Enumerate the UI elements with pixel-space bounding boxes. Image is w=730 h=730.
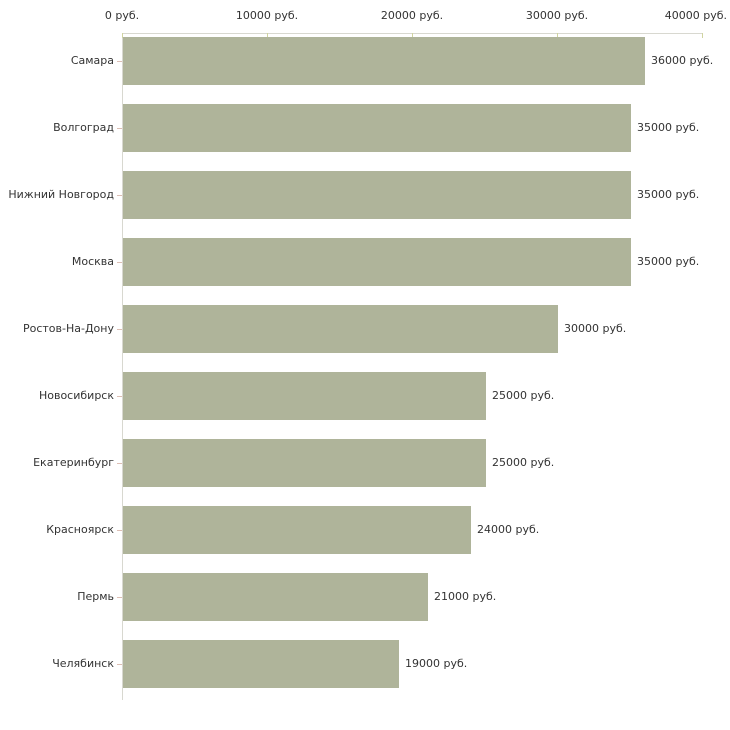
value-label: 25000 руб. bbox=[492, 456, 555, 469]
x-axis-tick-label: 0 руб. bbox=[104, 9, 140, 22]
bar bbox=[123, 305, 558, 353]
bar-row bbox=[0, 573, 730, 621]
bar-row bbox=[0, 305, 730, 353]
bar bbox=[123, 104, 631, 152]
y-axis-tick-mark bbox=[117, 262, 122, 263]
value-label: 19000 руб. bbox=[405, 657, 468, 670]
category-label: Красноярск bbox=[46, 523, 114, 536]
value-label: 36000 руб. bbox=[651, 54, 714, 67]
value-label: 30000 руб. bbox=[564, 322, 627, 335]
bar bbox=[123, 573, 428, 621]
bar bbox=[123, 372, 486, 420]
y-axis-tick-mark bbox=[117, 61, 122, 62]
category-label: Екатеринбург bbox=[33, 456, 114, 469]
y-axis-tick-mark bbox=[117, 530, 122, 531]
value-label: 24000 руб. bbox=[477, 523, 540, 536]
value-label: 25000 руб. bbox=[492, 389, 555, 402]
bar-row bbox=[0, 640, 730, 688]
category-label: Самара bbox=[70, 54, 114, 67]
bar bbox=[123, 506, 471, 554]
category-label: Волгоград bbox=[53, 121, 114, 134]
bar bbox=[123, 640, 399, 688]
y-axis-tick-mark bbox=[117, 463, 122, 464]
value-label: 35000 руб. bbox=[637, 188, 700, 201]
x-axis-tick-label: 40000 руб. bbox=[664, 9, 727, 22]
category-label: Новосибирск bbox=[38, 389, 114, 402]
y-axis-tick-mark bbox=[117, 664, 122, 665]
bar-row bbox=[0, 372, 730, 420]
value-label: 21000 руб. bbox=[434, 590, 497, 603]
bar-row bbox=[0, 506, 730, 554]
y-axis-tick-mark bbox=[117, 128, 122, 129]
bar bbox=[123, 238, 631, 286]
y-axis-tick-mark bbox=[117, 396, 122, 397]
bar-row bbox=[0, 104, 730, 152]
bar-row bbox=[0, 37, 730, 85]
category-label: Пермь bbox=[77, 590, 114, 603]
y-axis-tick-mark bbox=[117, 195, 122, 196]
category-label: Нижний Новгород bbox=[8, 188, 114, 201]
y-axis-tick-mark bbox=[117, 597, 122, 598]
value-label: 35000 руб. bbox=[637, 255, 700, 268]
category-label: Ростов-На-Дону bbox=[22, 322, 114, 335]
y-axis-tick-mark bbox=[117, 329, 122, 330]
x-axis-tick-label: 10000 руб. bbox=[235, 9, 299, 22]
category-label: Москва bbox=[71, 255, 114, 268]
value-label: 35000 руб. bbox=[637, 121, 700, 134]
bar bbox=[123, 171, 631, 219]
x-axis-tick-label: 20000 руб. bbox=[380, 9, 444, 22]
bar-row bbox=[0, 439, 730, 487]
category-label: Челябинск bbox=[52, 657, 114, 670]
bar bbox=[123, 37, 645, 85]
bar-row bbox=[0, 171, 730, 219]
x-axis-tick-label: 30000 руб. bbox=[525, 9, 589, 22]
bar-row bbox=[0, 238, 730, 286]
bar bbox=[123, 439, 486, 487]
